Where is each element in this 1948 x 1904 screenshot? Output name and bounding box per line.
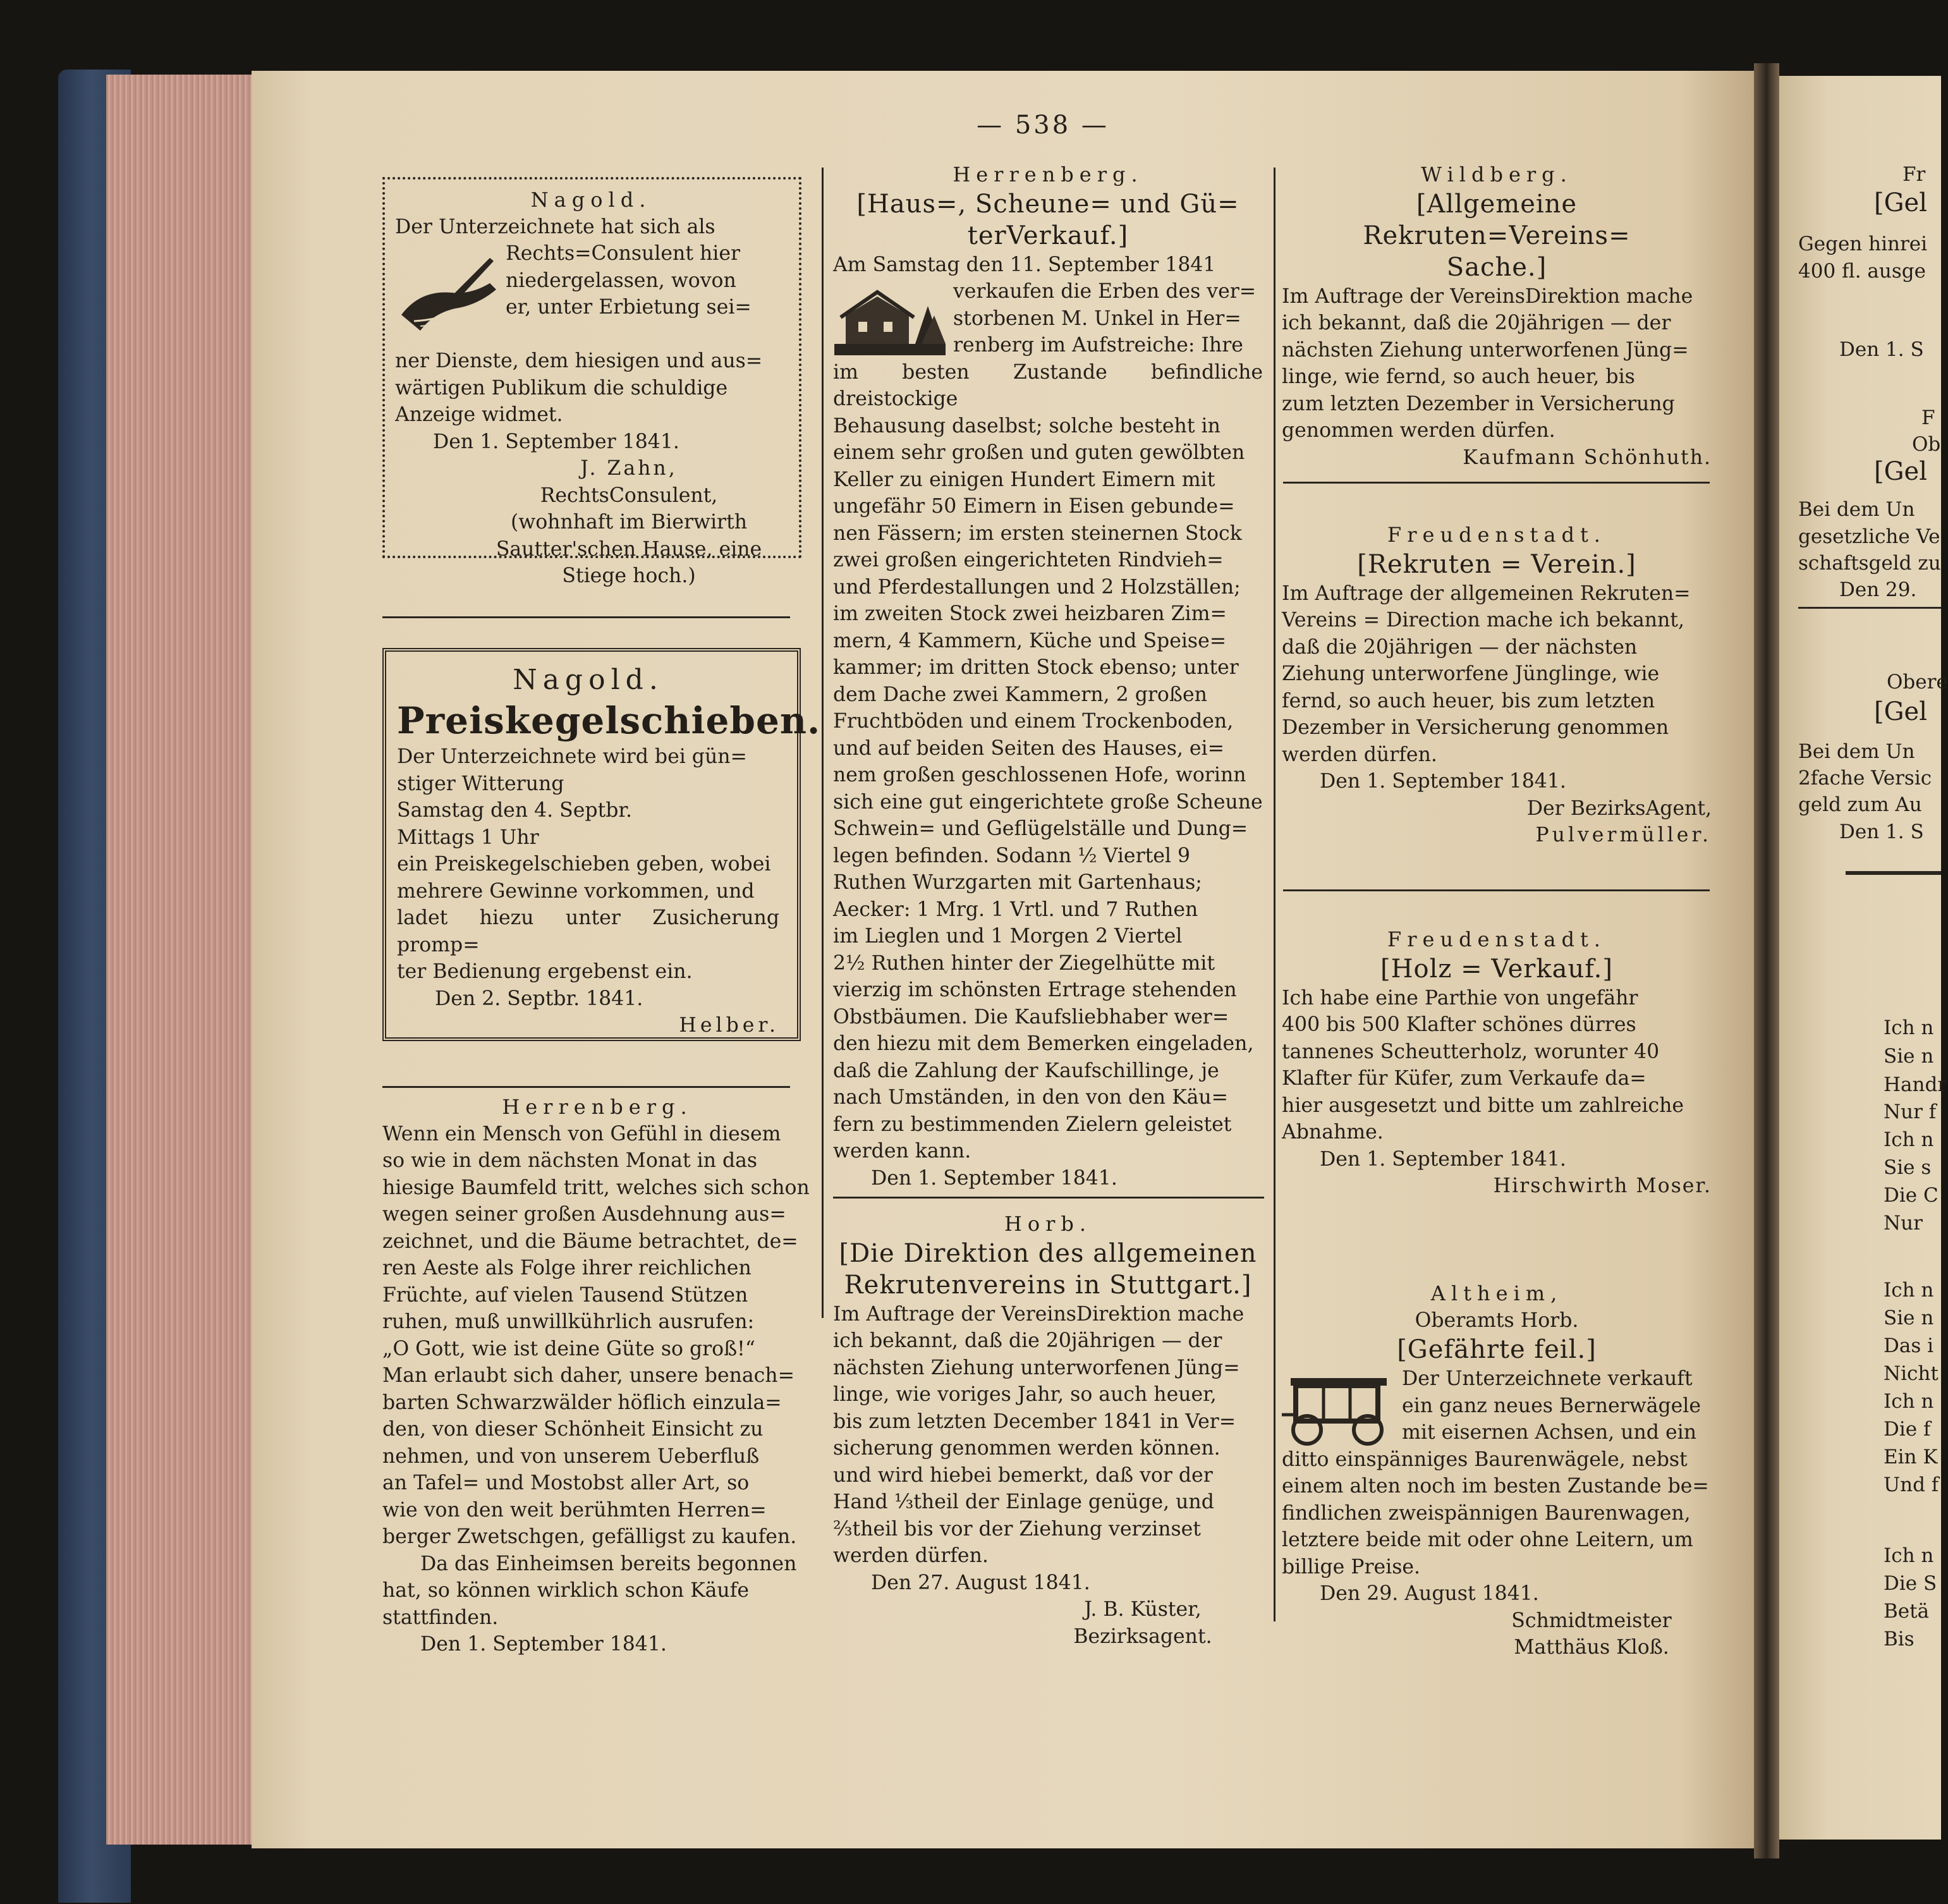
ad-line: verkaufen die Erben des ver= — [953, 280, 1257, 303]
ad-subplace: Oberamts Horb. — [1415, 1309, 1579, 1332]
ad-line: Dezember in Versicherung genommen — [1282, 716, 1669, 739]
section-rule — [1283, 482, 1710, 484]
ad-line: barten Schwarzwälder höflich einzula= — [382, 1391, 782, 1414]
right-fragment: Ich n — [1884, 1016, 1934, 1039]
signature-line: (wohnhaft im Bierwirth — [510, 511, 748, 534]
ad-signature: Hirschwirth Moser. — [1493, 1175, 1712, 1197]
ad-date: Den 27. August 1841. — [871, 1571, 1090, 1594]
ad-line: Man erlaubt sich daher, unsere benach= — [382, 1364, 794, 1387]
ad-line: storbenen M. Unkel in Her= — [953, 307, 1241, 330]
ad-horb-direktion — [833, 1211, 1263, 1650]
ad-line: linge, wie voriges Jahr, so auch heuer, — [833, 1383, 1217, 1406]
signature-line: J. Zahn, — [580, 457, 678, 480]
ad-headline: [Die Direktion des allgemeinen — [839, 1238, 1257, 1268]
ad-signature: Helber. — [679, 1014, 779, 1037]
ad-line: nen Fässern; im ersten steinernen Stock — [833, 522, 1242, 545]
right-fragment: Die C — [1884, 1184, 1939, 1207]
ad-line: im besten Zustande befindliche dreistockige — [833, 360, 1263, 410]
section-rule — [1846, 871, 1941, 875]
ad-line: ren Aeste als Folge ihrer reichlichen — [382, 1257, 752, 1279]
right-fragment: 400 fl. ausge — [1798, 260, 1926, 283]
page-edges — [106, 75, 260, 1845]
house-icon — [833, 281, 947, 358]
ad-line: stiger Witterung — [397, 772, 564, 795]
ad-line: Behausung daselbst; solche besteht in — [833, 414, 1221, 437]
ad-line: renberg im Aufstreiche: Ihre — [953, 334, 1243, 357]
ad-wrap-block — [395, 240, 787, 348]
ad-line: ich bekannt, daß die 20jährigen — der — [833, 1329, 1222, 1352]
signature-line: Matthäus Kloß. — [1514, 1636, 1669, 1659]
page-number: — 538 — — [977, 111, 1109, 140]
ad-date: Den 1. September 1841. — [871, 1166, 1117, 1190]
ad-date: Den 1. September 1841. — [1320, 770, 1566, 793]
ad-line: mehrere Gewinne vorkommen, und — [397, 879, 755, 903]
ad-nagold-consulent — [395, 186, 787, 590]
ad-line: wie von den weit berühmten Herren= — [382, 1498, 767, 1522]
ad-line: nehmen, und von unserem Ueberfluß — [382, 1444, 760, 1468]
ad-freudenstadt-holz — [1282, 926, 1712, 1200]
right-fragment: Bei dem Un — [1798, 740, 1915, 763]
ad-line: Hand ⅓theil der Einlage genüge, und — [833, 1491, 1214, 1513]
right-fragment: gesetzliche Ve — [1798, 525, 1940, 548]
right-fragment: Ich n — [1884, 1544, 1934, 1567]
ad-headline: [Allgemeine Rekruten=Vereins= — [1363, 189, 1631, 250]
ad-line: nächsten Ziehung unterworfenen Jüng= — [1282, 338, 1689, 362]
ad-line: und wird hiebei bemerkt, daß vor der — [833, 1463, 1213, 1487]
ad-line: ich bekannt, daß die 20jährigen — der — [1282, 312, 1671, 334]
ad-line: daß die Zahlung der Kaufschillinge, je — [833, 1059, 1219, 1082]
ad-line: Ich habe eine Parthie von ungefähr — [1282, 986, 1638, 1010]
ad-signature — [1282, 1608, 1712, 1661]
section-rule — [382, 616, 790, 618]
ad-signature: Kaufmann Schönhuth. — [1463, 446, 1712, 469]
right-fragment: Bei dem Un — [1798, 498, 1915, 521]
column-divider — [1274, 168, 1275, 1621]
right-fragment: Den 1. S — [1839, 338, 1924, 361]
ad-line: ein ganz neues Bernerwägele — [1402, 1394, 1701, 1417]
right-fragment: [Gel — [1874, 457, 1928, 486]
ad-line: und Pferdestallungen und 2 Holzställen; — [833, 575, 1241, 599]
ad-wildberg-verein — [1282, 161, 1712, 471]
ad-line: legen befinden. Sodann ½ Viertel 9 — [833, 844, 1191, 867]
ad-line: Fruchtböden und einem Trockenboden, — [833, 710, 1234, 733]
ad-altheim-gefaehrte — [1282, 1280, 1712, 1661]
section-rule — [833, 1197, 1264, 1199]
ad-place: Nagold. — [530, 188, 652, 212]
right-fragment: Ein K — [1884, 1446, 1938, 1468]
book-gutter — [1754, 63, 1779, 1858]
right-fragment: Nur f — [1884, 1101, 1937, 1123]
ad-wrap-block — [1282, 1365, 1712, 1446]
ad-place: Nagold. — [513, 664, 664, 696]
writing-hand-icon — [395, 245, 502, 346]
right-fragment: Betä — [1884, 1600, 1930, 1623]
ad-line: und auf beiden Seiten des Hauses, ei= — [833, 736, 1225, 760]
ad-line: Mittags 1 Uhr — [397, 826, 539, 849]
ad-line: Rechts=Consulent hier — [506, 242, 741, 265]
right-fragment: Bis — [1884, 1628, 1915, 1651]
ad-line: wärtigen Publikum die schuldige — [395, 376, 728, 400]
ad-line: findlichen zweispännigen Baurenwagen, — [1282, 1501, 1691, 1525]
right-fragment: 2fache Versic — [1798, 767, 1932, 790]
ad-line: Anzeige widmet. — [395, 403, 563, 426]
signature-line: Pulvermüller. — [1535, 824, 1712, 846]
ad-line: Der Unterzeichnete verkauft — [1402, 1367, 1693, 1390]
ad-line: sicherung genommen werden können. — [833, 1437, 1221, 1460]
ad-line: hiesige Baumfeld tritt, welches sich schon — [382, 1176, 810, 1199]
ad-line: mit eisernen Achsen, und ein — [1402, 1421, 1696, 1444]
ad-line: so wie in dem nächsten Monat in das — [382, 1149, 758, 1172]
ad-line: Am Samstag den 11. September 1841 — [833, 253, 1216, 276]
ad-line: ein Preiskegelschieben geben, wobei — [397, 853, 771, 876]
ad-line: Früchte, auf vielen Tausend Stützen — [382, 1283, 748, 1307]
ad-line: Der Unterzeichnete wird bei gün= — [397, 745, 747, 768]
ad-line: Klafter für Küfer, zum Verkaufe da= — [1282, 1067, 1647, 1090]
ad-line: Obstbäumen. Die Kaufsliebhaber wer= — [833, 1005, 1229, 1028]
ad-line: werden dürfen. — [833, 1544, 989, 1567]
ad-line: Ziehung unterworfene Jünglinge, wie — [1282, 662, 1660, 685]
section-rule — [1798, 607, 1941, 609]
signature-line: Bezirksagent. — [1073, 1625, 1212, 1648]
ad-date: Den 1. September 1841. — [420, 1633, 667, 1656]
ad-line: ner Dienste, dem hiesigen und aus= — [395, 350, 763, 372]
right-fragment: Handr — [1884, 1073, 1947, 1096]
ad-line: fernd, so auch heuer, bis zum letzten — [1282, 689, 1655, 712]
ad-line: er, unter Erbietung sei= — [506, 296, 752, 319]
right-fragment: Den 1. S — [1839, 821, 1924, 843]
ad-place: Wildberg. — [1421, 162, 1573, 186]
right-fragment: Sie n — [1884, 1307, 1934, 1329]
ad-date: Den 1. September 1841. — [433, 430, 679, 453]
ad-place: Horb. — [1004, 1212, 1092, 1236]
ad-line: nem großen geschlossenen Hofe, worinn — [833, 764, 1246, 786]
signature-line: Stiege hoch.) — [562, 564, 696, 587]
ad-line: einem sehr großen und guten gewölbten — [833, 441, 1245, 464]
signature-line: Schmidtmeister — [1511, 1609, 1672, 1632]
ad-line: billige Preise. — [1282, 1555, 1421, 1578]
ad-line: einem alten noch im besten Zustande be= — [1282, 1475, 1709, 1498]
signature-line: Der BezirksAgent, — [1526, 796, 1712, 820]
ad-line: bis zum letzten December 1841 in Ver= — [833, 1410, 1236, 1433]
right-fragment: Nur — [1884, 1212, 1923, 1235]
ad-line: an Tafel= und Mostobst aller Art, so — [382, 1472, 750, 1494]
ad-line: Im Auftrage der allgemeinen Rekruten= — [1282, 582, 1691, 605]
right-fragment: Obere — [1887, 671, 1948, 693]
ad-line: 400 bis 500 Klafter schönes dürres — [1282, 1013, 1636, 1036]
right-fragment: schaftsgeld zu — [1798, 552, 1941, 575]
ad-line: ⅔theil bis vor der Ziehung verzinset — [833, 1517, 1201, 1541]
ad-place: Herrenberg. — [502, 1095, 693, 1119]
ad-headline: terVerkauf.] — [967, 221, 1129, 250]
ad-line: Wenn ein Mensch von Gefühl in diesem — [382, 1122, 781, 1145]
right-fragment: Den 29. — [1839, 578, 1917, 601]
ad-line: zeichnet, und die Bäume betrachtet, de= — [382, 1230, 798, 1253]
ad-line: Samstag den 4. Septbr. — [397, 799, 633, 822]
right-fragment: Gegen hinrei — [1798, 233, 1928, 255]
ad-headline: [Gefährte feil.] — [1397, 1335, 1597, 1364]
ad-wrap-block — [833, 278, 1263, 359]
right-fragment: [Gel — [1874, 697, 1928, 726]
right-fragment: F — [1921, 406, 1935, 429]
ad-line: Keller zu einigen Hundert Eimern mit — [833, 468, 1215, 491]
ad-line: niedergelassen, wovon — [506, 269, 736, 292]
ad-line: vierzig im schönsten Ertrage stehenden — [833, 979, 1237, 1001]
ad-line: Der Unterzeichnete hat sich als — [395, 215, 715, 238]
right-fragment: geld zum Au — [1798, 793, 1922, 816]
ad-line: 2½ Ruthen hinter der Ziegelhütte mit — [833, 951, 1215, 975]
ad-line: berger Zwetschgen, gefälligst zu kaufen. — [382, 1525, 797, 1548]
ad-date: Den 29. August 1841. — [1320, 1582, 1539, 1605]
ad-line: wegen seiner großen Ausdehnung aus= — [382, 1203, 786, 1226]
ad-nagold-kegel — [397, 662, 821, 1039]
right-fragment: Die f — [1884, 1418, 1931, 1441]
ad-line: Aecker: 1 Mrg. 1 Vrtl. und 7 Ruthen — [833, 898, 1198, 921]
ad-line: fern zu bestimmenden Zielern geleistet — [833, 1113, 1232, 1136]
ad-line: Abnahme. — [1282, 1121, 1384, 1144]
ad-line: zum letzten Dezember in Versicherung — [1282, 392, 1675, 415]
ad-line: sich eine gut eingerichtete große Scheune — [833, 790, 1263, 814]
ad-line: Im Auftrage der VereinsDirektion mache — [833, 1302, 1245, 1326]
ad-signature — [395, 455, 787, 590]
right-fragment: Sie s — [1884, 1156, 1932, 1179]
ad-line: ruhen, muß unwillkührlich ausrufen: — [382, 1310, 755, 1333]
ad-line: zwei großen eingerichteten Rindvieh= — [833, 549, 1224, 571]
ad-place: Altheim, — [1430, 1281, 1563, 1305]
right-fragment: Fr — [1902, 163, 1926, 186]
right-fragment: Ob — [1912, 433, 1941, 456]
ad-line: ungefähr 50 Eimern in Eisen gebunde= — [833, 495, 1235, 518]
ad-line: Vereins = Direction mache ich bekannt, — [1282, 609, 1684, 632]
ad-line: Schwein= und Geflügelställe und Dung= — [833, 817, 1248, 840]
ad-date: Den 1. September 1841. — [1320, 1147, 1566, 1171]
right-fragment: Die S — [1884, 1572, 1937, 1595]
ad-line: werden dürfen. — [1282, 743, 1437, 766]
right-fragment: [Gel — [1874, 188, 1928, 217]
ad-line: ditto einspänniges Baurenwägele, nebst — [1282, 1448, 1688, 1471]
ad-line: genommen werden dürfen. — [1282, 419, 1555, 442]
column-divider — [822, 168, 824, 1318]
ad-line: stattfinden. — [382, 1606, 499, 1629]
ad-signature — [1282, 795, 1712, 849]
right-fragment: Sie n — [1884, 1045, 1934, 1068]
ad-headline: Preiskegelschieben. — [397, 699, 821, 742]
ad-headline: [Holz = Verkauf.] — [1380, 954, 1613, 984]
ad-line: tannenes Scheutterholz, worunter 40 — [1282, 1040, 1660, 1063]
signature-line: J. B. Küster, — [1084, 1598, 1202, 1621]
ad-place: Herrenberg. — [953, 162, 1143, 186]
ad-line: ter Bedienung ergebenst ein. — [397, 960, 693, 983]
ad-line: hat, so können wirklich schon Käufe — [382, 1579, 749, 1602]
ad-line: ladet hiezu unter Zusicherung promp= — [397, 906, 779, 956]
ad-line: Ruthen Wurzgarten mit Gartenhaus; — [833, 871, 1202, 894]
signature-line: RechtsConsulent, — [540, 484, 718, 507]
ad-date: Den 2. Septbr. 1841. — [435, 987, 643, 1010]
right-fragment: Ich n — [1884, 1279, 1934, 1302]
ad-line: dem Dache zwei Kammern, 2 großen — [833, 683, 1207, 706]
ad-line: nächsten Ziehung unterworfenen Jüng= — [833, 1356, 1240, 1379]
ad-line: den hiezu mit dem Bemerken eingeladen, — [833, 1032, 1254, 1055]
ad-herrenberg-haus — [833, 161, 1263, 1192]
ad-line: „O Gott, wie ist deine Güte so groß!“ — [382, 1337, 755, 1360]
ad-line: im zweiten Stock zwei heizbaren Zim= — [833, 602, 1227, 625]
ad-line: hier ausgesetzt und bitte um zahlreiche — [1282, 1094, 1684, 1117]
ad-line: daß die 20jährigen — der nächsten — [1282, 635, 1638, 659]
ad-headline: Sache.] — [1446, 252, 1547, 282]
right-fragment: Nicht — [1884, 1362, 1939, 1385]
right-fragment: Ich n — [1884, 1390, 1934, 1413]
ad-line: kammer; im dritten Stock ebenso; unter — [833, 656, 1239, 679]
carriage-icon — [1282, 1369, 1396, 1446]
ad-line: nach Umständen, in den von den Käu= — [833, 1086, 1229, 1109]
ad-herrenberg-obst — [382, 1094, 812, 1658]
section-rule — [382, 1086, 790, 1088]
ad-signature — [833, 1596, 1263, 1650]
ad-line: linge, wie fernd, so auch heuer, bis — [1282, 365, 1635, 388]
ad-line: werden kann. — [833, 1140, 971, 1163]
section-rule — [1283, 889, 1710, 891]
ad-line: den, von dieser Schönheit Einsicht zu — [382, 1418, 764, 1441]
ad-line: letztere beide mit oder ohne Leitern, um — [1282, 1529, 1693, 1551]
ad-freudenstadt-verein — [1282, 522, 1712, 849]
right-fragment: Das i — [1884, 1334, 1934, 1357]
ad-line: mern, 4 Kammern, Küche und Speise= — [833, 629, 1227, 652]
right-fragment: Und f — [1884, 1474, 1939, 1496]
ad-headline: [Rekruten = Verein.] — [1357, 549, 1636, 579]
right-fragment: Ich n — [1884, 1128, 1934, 1151]
ad-place: Freudenstadt. — [1387, 927, 1606, 951]
ad-line: im Lieglen und 1 Morgen 2 Viertel — [833, 925, 1183, 948]
ad-line: Da das Einheimsen bereits begonnen — [420, 1552, 797, 1575]
ad-headline: [Haus=, Scheune= und Gü= — [856, 189, 1239, 219]
signature-line: Sautter'schen Hause, eine — [496, 537, 762, 561]
ad-place: Freudenstadt. — [1387, 523, 1606, 547]
ad-headline: Rekrutenvereins in Stuttgart.] — [844, 1270, 1252, 1300]
ad-line: Im Auftrage der VereinsDirektion mache — [1282, 284, 1693, 308]
